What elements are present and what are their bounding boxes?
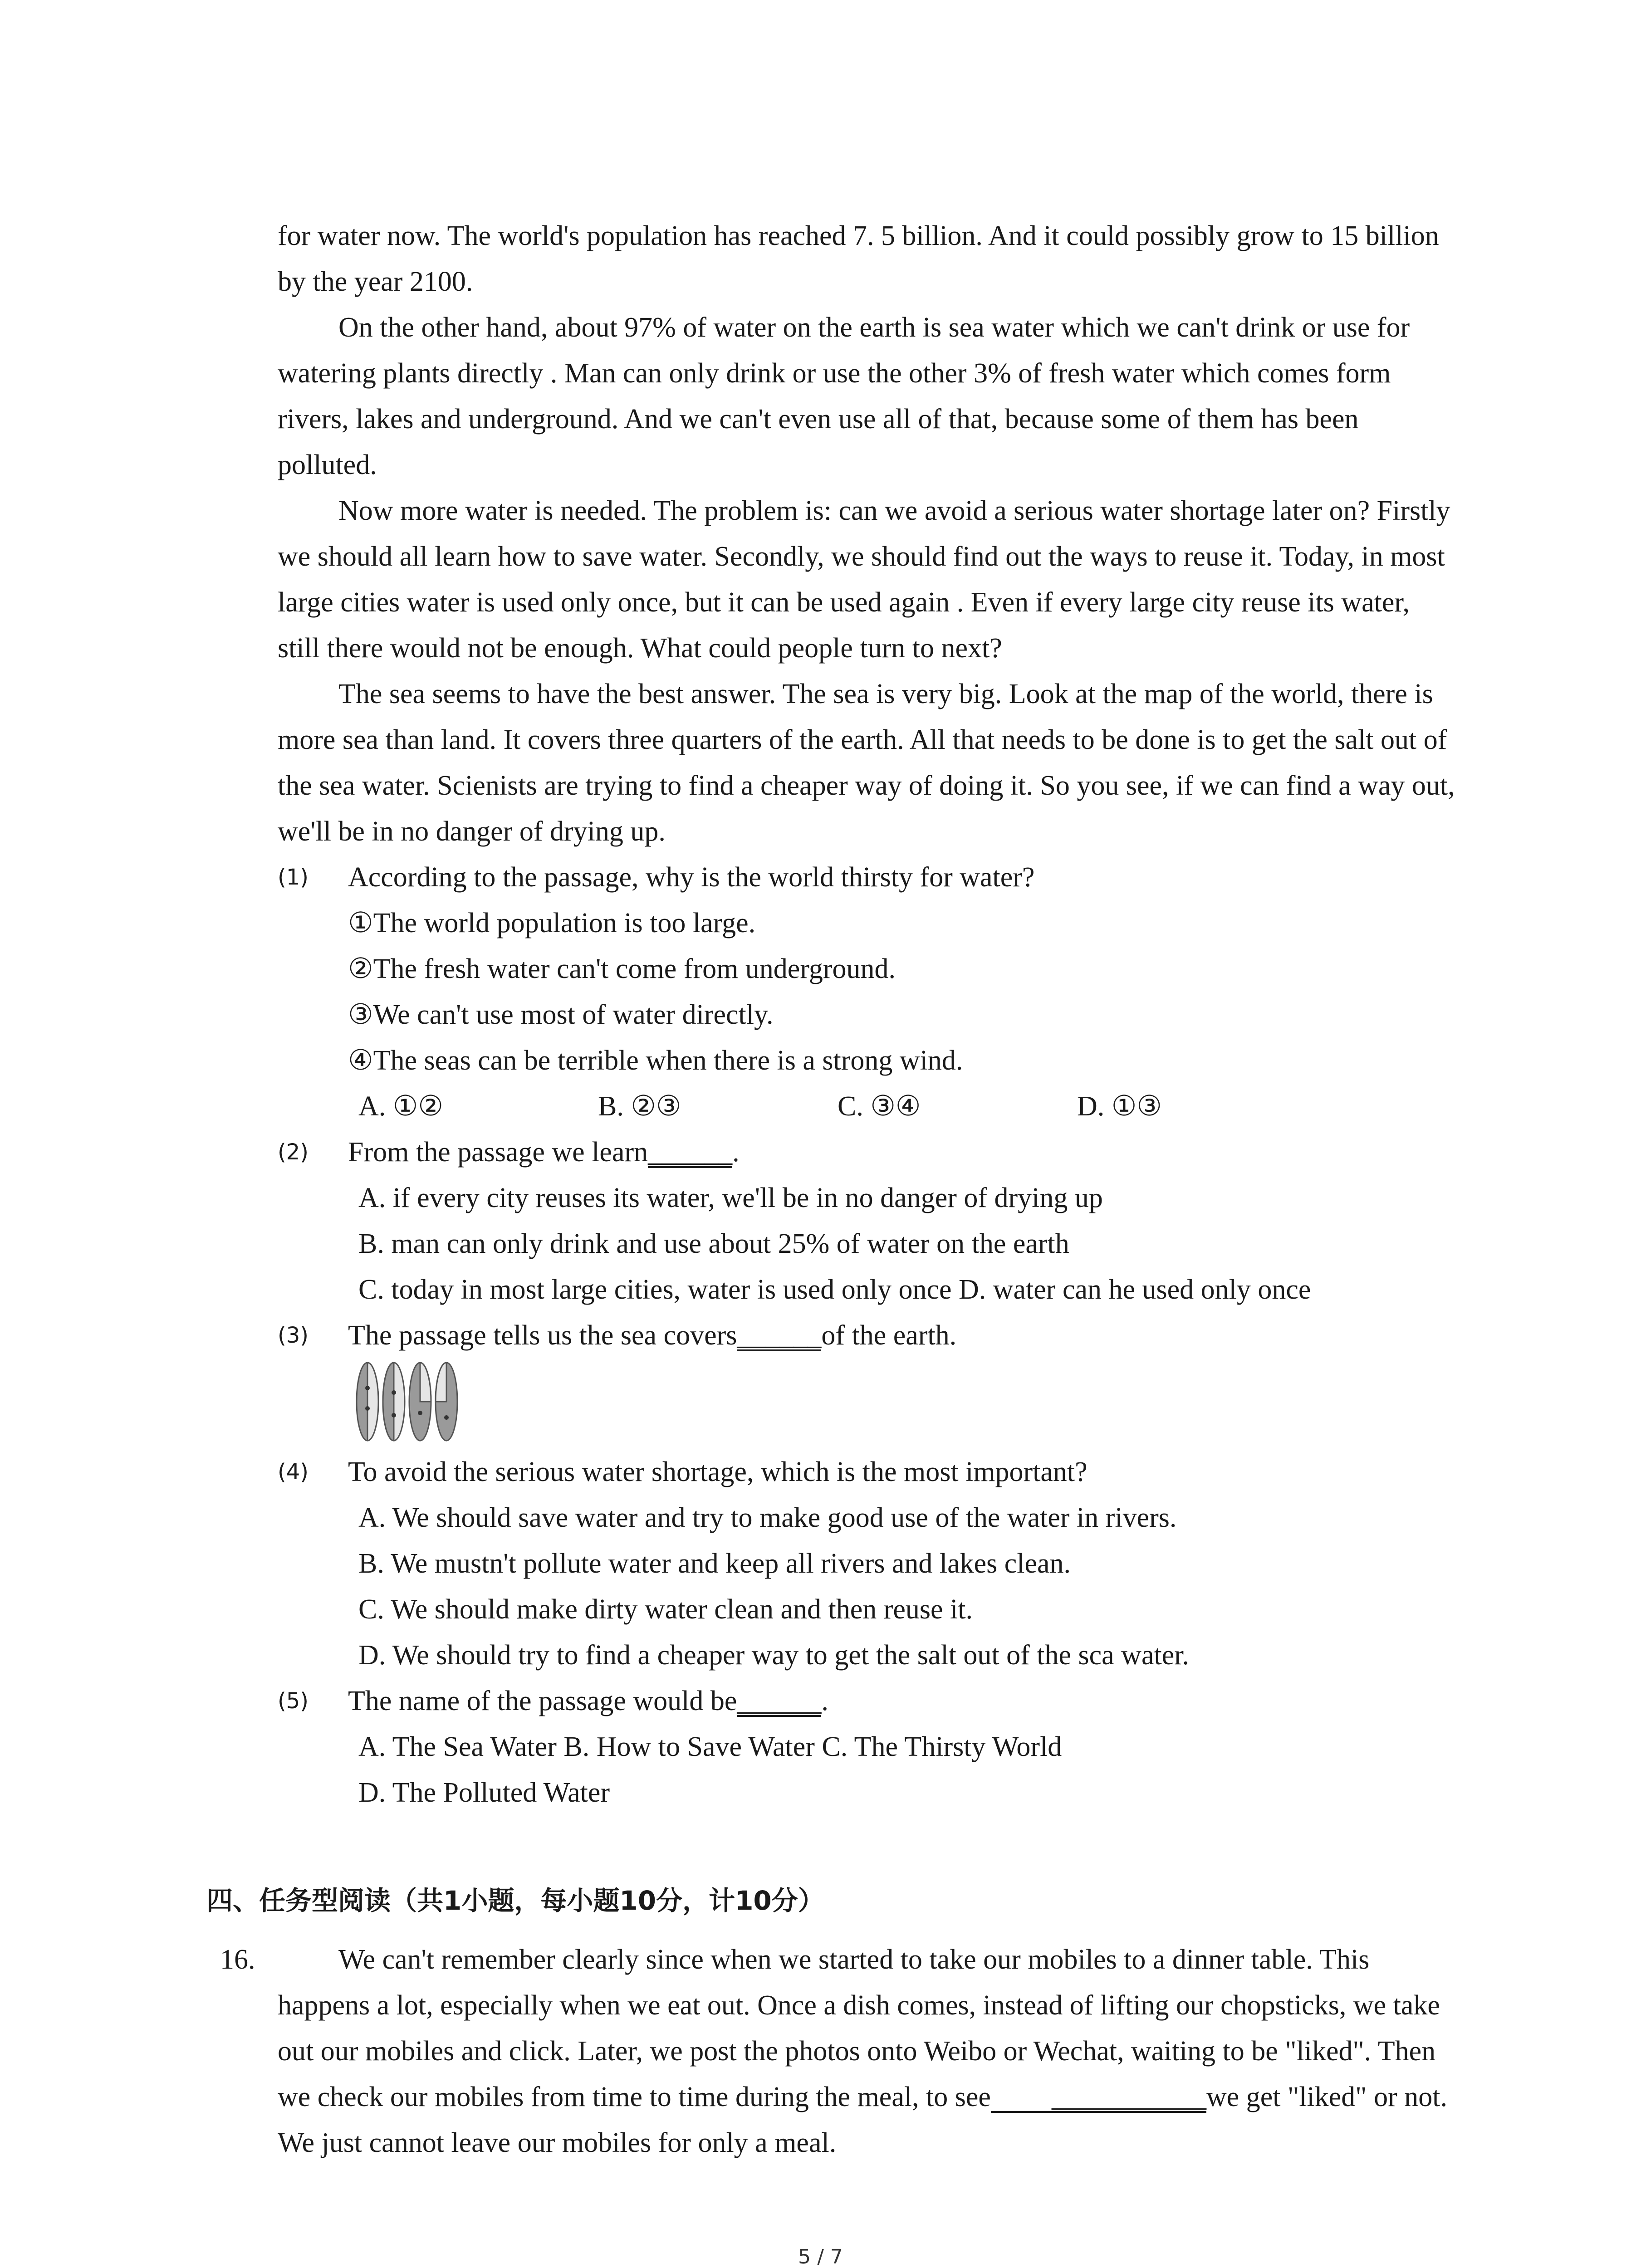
- option-c-d: C. today in most large cities, water is used only once D. water can he used only once: [358, 1274, 1311, 1305]
- option-a: A. We should save water and try to make good use of the water in rivers.: [358, 1502, 1177, 1533]
- option-d: D. The Polluted Water: [358, 1777, 610, 1808]
- statement: ①The world population is too large.: [348, 908, 756, 938]
- answer-blank: ___________: [991, 2083, 1206, 2113]
- option-b: B. ②③: [598, 1091, 681, 1122]
- question-number: (4): [278, 1459, 309, 1485]
- answer-blank: ______: [648, 1137, 733, 1168]
- statement: ②The fresh water can't come from underground.: [348, 953, 896, 984]
- statement: ④The seas can be terrible when there is a strong wind.: [348, 1045, 963, 1076]
- question-end: of the earth.: [821, 1320, 957, 1351]
- question-number: (3): [278, 1323, 309, 1348]
- reading-passage: [278, 213, 1457, 1816]
- question-end: .: [821, 1686, 828, 1716]
- option-c: C. We should make dirty water clean and then reuse it.: [358, 1594, 973, 1625]
- passage-paragraph-2: Now more water is needed. The problem is: can we avoid a serious water shortage later on? Firstly we should all learn how to save water. Secondly, we should find out the ways to reuse it. Today, in most large cities water is used only once, but it can be used again . Even if every large city reuse its water, still there would not be enough. What could people turn to next?: [278, 495, 1450, 664]
- pie-icon: [357, 1363, 378, 1441]
- pie-icons-image: [278, 1359, 1457, 1449]
- passage-paragraph-3: The sea seems to have the best answer. The sea is very big. Look at the map of the world, there is more sea than land. It covers three quarters of the earth. All that needs to be done is to get the salt out of the sea water. Scienists are trying to find a cheaper way of doing it. So you see, if we can find a way out, we'll be in no danger of drying up.: [278, 679, 1455, 847]
- answer-blank: ______: [737, 1320, 822, 1351]
- option-b: B. We mustn't pollute water and keep all rivers and lakes clean.: [358, 1548, 1071, 1579]
- question-stem: From the passage we learn: [348, 1137, 648, 1168]
- question-5: [278, 1678, 1457, 1724]
- section-heading: 四、任务型阅读（共1小题，每小题10分，计10分）: [206, 1885, 824, 1916]
- passage-paragraph-0: for water now. The world's population has reached 7. 5 billion. And it could possibly grow to 15 billion by the year 2100.: [278, 220, 1439, 297]
- question-stem: The passage tells us the sea covers: [348, 1320, 737, 1351]
- question-16-text-part-2: we get "liked" or not. We just cannot leave our mobiles for only a meal.: [278, 2082, 1447, 2158]
- option-a: A. if every city reuses its water, we'll be in no danger of drying up: [358, 1183, 1103, 1213]
- option-d: D. ①③: [1077, 1091, 1162, 1122]
- question-end: .: [732, 1137, 740, 1168]
- option-d: D. We should try to find a cheaper way to get the salt out of the sca water.: [358, 1640, 1189, 1671]
- question-number: (5): [278, 1688, 309, 1714]
- question-16-paragraph: [278, 1937, 1463, 2166]
- option-c: C. ③④: [838, 1091, 921, 1122]
- question-16-text-part-1: We can't remember clearly since when we started to take our mobiles to a dinner table. This happens a lot, especially when we eat out. Once a dish comes, instead of lifting our chopsticks, we take out our mobiles and click. Later, we post the photos onto Weibo or Wechat, waiting to be "liked". Then we check our mobiles from time to time during the meal, to see: [278, 1944, 1440, 2112]
- question-number: (2): [278, 1139, 309, 1165]
- passage-paragraph-1: On the other hand, about 97% of water on the earth is sea water which we can't drink or use for watering plants directly . Man can only drink or use the other 3% of fresh water which comes form rivers, lakes and underground. And we can't even use all of that, because some of them has been polluted.: [278, 312, 1410, 480]
- question-number: (1): [278, 865, 309, 890]
- question-16-text: [220, 1937, 1463, 2166]
- pie-icon: [383, 1363, 405, 1441]
- sea-coverage-icons: [354, 1359, 458, 1445]
- answer-blank: ______: [737, 1686, 822, 1716]
- option-a-b-c: A. The Sea Water B. How to Save Water C. The Thirsty World: [358, 1731, 1062, 1762]
- question-number: 16.: [220, 1944, 255, 1975]
- question-16: [220, 1937, 1463, 2166]
- answer-options: [278, 1084, 1457, 1129]
- pie-icon: [409, 1363, 431, 1441]
- question-stem: The name of the passage would be: [348, 1686, 737, 1716]
- pie-icon: [436, 1363, 457, 1441]
- option-b: B. man can only drink and use about 25% of water on the earth: [358, 1228, 1069, 1259]
- page-number: 5 / 7: [798, 2245, 843, 2268]
- question-stem: To avoid the serious water shortage, which is the most important?: [348, 1457, 1087, 1487]
- question-3: [278, 1313, 1457, 1359]
- statement: ③We can't use most of water directly.: [348, 999, 774, 1030]
- question-4: [278, 1449, 1457, 1495]
- option-a: A. ①②: [358, 1091, 443, 1122]
- question-1: [278, 855, 1457, 900]
- question-2: [278, 1129, 1457, 1175]
- question-stem: According to the passage, why is the world thirsty for water?: [348, 862, 1035, 893]
